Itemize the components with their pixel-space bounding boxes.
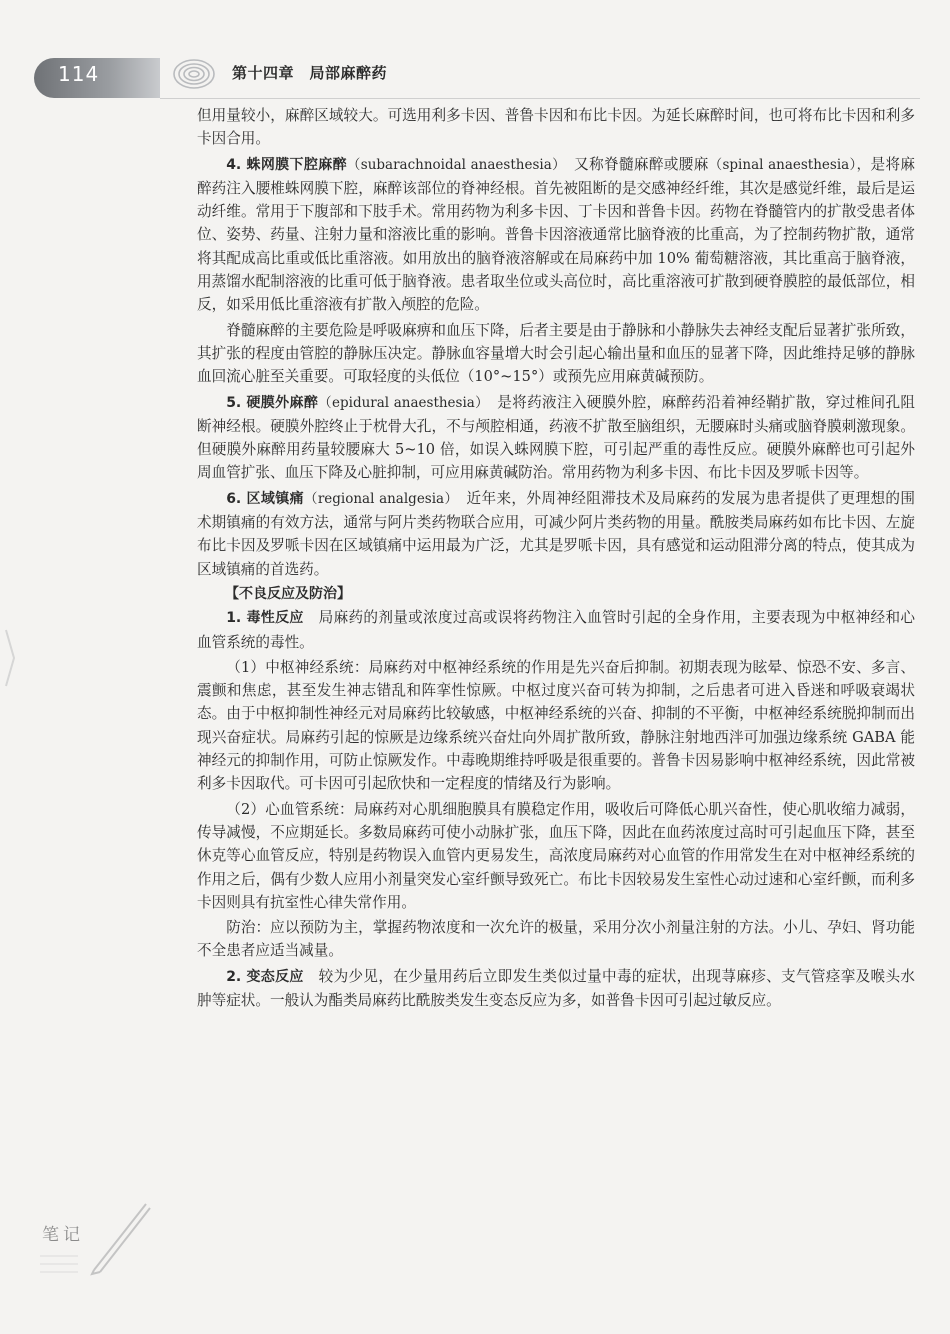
paragraph-epidural [197, 391, 915, 485]
english-term: （subarachnoidal anaesthesia） [346, 156, 560, 173]
item-heading: 2. 变态反应 [226, 968, 304, 985]
paragraph-spinal-risk: 脊髓麻醉的主要危险是呼吸麻痹和血压下降，后者主要是由于静脉和小静脉失去神经支配后显著扩张所致，其扩张的程度由管腔的静脉压决定。静脉血容量增大时会引起心输出量和血压的显著下降，因此维持足够的静脉血回流心脏至关重要。可取轻度的头低位（10°~15°）或预先应用麻黄碱预防。 [197, 321, 915, 386]
paragraph-text: 近年来，外周神经阻滞技术及局麻药的发展为患者提供了更理想的围术期镇痛的有效方法，通常与阿片类药物联合应用，可减少阿片类药物的用量。酰胺类局麻药如布比卡因、左旋布比卡因及罗哌卡因在区域镇痛中运用最为广泛，尤其是罗哌卡因，具有感觉和运动阻滞分离的特点，使其成为区域镇痛的首选药。 [197, 489, 915, 578]
paragraph-subarachnoid [197, 153, 915, 317]
paragraph-text: 是将麻醉药注入腰椎蛛网膜下腔，麻醉该部位的脊神经根。首先被阻断的是交感神经纤维，其次是感觉纤维，最后是运动纤维。常用于下腹部和下肢手术。常用药物为利多卡因、丁卡因和普鲁卡因。药物在脊髓管内的扩散受患者体位、姿势、药量、注射力量和溶液比重的影响。普鲁卡因溶液通常比脑脊液的比重高，为了控制药物扩散，通常将其配成高比重或低比重溶液。如用放出的脑脊液溶解或在局麻药中加 10% 葡萄糖溶液，其比重高于脑脊液，用蒸馏水配制溶液的比重可低于脑脊液。患者取坐位或头高位时，高比重溶液可扩散到硬脊膜腔的最低部位，相反，如采用低比重溶液有扩散入颅腔的危险。 [197, 155, 915, 314]
paragraph-toxicity [197, 606, 915, 654]
english-term: （spinal anaesthesia）， [708, 156, 871, 173]
document-body [197, 104, 915, 1012]
item-heading: 5. 硬膜外麻醉 [226, 394, 319, 411]
paragraph-text: 局麻药的剂量或浓度过高或误将药物注入血管时引起的全身作用，主要表现为中枢神经和心血管系统的毒性。 [197, 609, 915, 651]
english-term: （regional analgesia） [303, 490, 452, 507]
page-edge-mark [4, 628, 16, 688]
item-heading: 4. 蛛网膜下腔麻醉 [226, 156, 347, 173]
notes-label: 笔记 [42, 1225, 84, 1245]
section-heading: 【不良反应及防治】 [225, 585, 351, 602]
notes-lines-icon [40, 1250, 78, 1280]
item-heading: 1. 毒性反应 [226, 610, 304, 627]
paragraph-text: 又称脊髓麻醉或腰麻 [559, 155, 709, 173]
paragraph-prevention: 防治：应以预防为主，掌握药物浓度和一次允许的极量，采用分次小剂量注射的方法。小儿、孕妇、肾功能不全患者应适当减量。 [197, 919, 915, 960]
page-number: 114 [58, 62, 100, 86]
paragraph-cardiovascular: （2）心血管系统：局麻药对心肌细胞膜具有膜稳定作用，吸收后可降低心肌兴奋性，使心肌收缩力减弱，传导减慢，不应期延长。多数局麻药可使小动脉扩张，血压下降，因此在血药浓度过高时可引起血压下降，甚至休克等心血管反应，特别是药物误入血管内更易发生，高浓度局麻药对心血管的作用常发生在对中枢神经系统的作用之后，偶有少数人应用小剂量突发心室纤颤导致死亡。布比卡因较易发生室性心动过速和心室纤颤，而利多卡因则具有抗室性心律失常作用。 [197, 800, 915, 911]
paragraph-continuation: 但用量较小，麻醉区域较大。可选用利多卡因、普鲁卡因和布比卡因。为延长麻醉时间，也可将布比卡因和利多卡因合用。 [197, 107, 915, 148]
paragraph-text: 是将药液注入硬膜外腔，麻醉药沿着神经鞘扩散，穿过椎间孔阻断神经根。硬膜外腔终止于枕骨大孔，不与颅腔相通，药液不扩散至脑组织，无腰麻时头痛或脑脊膜刺激现象。但硬膜外麻醉用药量较腰麻大 5~10 倍，如误入蛛网膜下腔，可引起严重的毒性反应。硬膜外麻醉也可引起外周血管扩张、血压下降及心脏抑制，可应用麻黄碱防治。常用药物为利多卡因、布比卡因及罗哌卡因等。 [197, 393, 915, 482]
header-divider [160, 98, 920, 99]
chapter-title: 第十四章 局部麻醉药 [232, 64, 388, 82]
paragraph-cns: （1）中枢神经系统：局麻药对中枢神经系统的作用是先兴奋后抑制。初期表现为眩晕、惊恐不安、多言、震颤和焦虑，甚至发生神志错乱和阵挛性惊厥。中枢过度兴奋可转为抑制，之后患者可进入昏迷和呼吸衰竭状态。由于中枢抑制性神经元对局麻药比较敏感，中枢神经系统的兴奋、抑制的不平衡，中枢神经系统脱抑制而出现兴奋症状。局麻药引起的惊厥是边缘系统兴奋灶向外周扩散所致，静脉注射地西泮可加强边缘系统 GABA 能神经元的抑制作用，可防止惊厥发作。中毒晚期维持呼吸是很重要的。普鲁卡因易影响中枢神经系统，因此常被利多卡因取代。可卡因可引起欣快和一定程度的情绪及行为影响。 [197, 658, 915, 793]
item-heading: 6. 区域镇痛 [226, 490, 304, 507]
swirl-logo-icon [170, 52, 218, 96]
paragraph-allergy [197, 965, 915, 1013]
pen-icon [86, 1196, 156, 1276]
paragraph-regional [197, 487, 915, 581]
english-term: （epidural anaesthesia） [318, 394, 483, 411]
paragraph-text: 较为少见，在少量用药后立即发生类似过量中毒的症状，出现荨麻疹、支气管痉挛及喉头水肿等症状。一般认为酯类局麻药比酰胺类发生变态反应为多，如普鲁卡因可引起过敏反应。 [197, 967, 915, 1009]
